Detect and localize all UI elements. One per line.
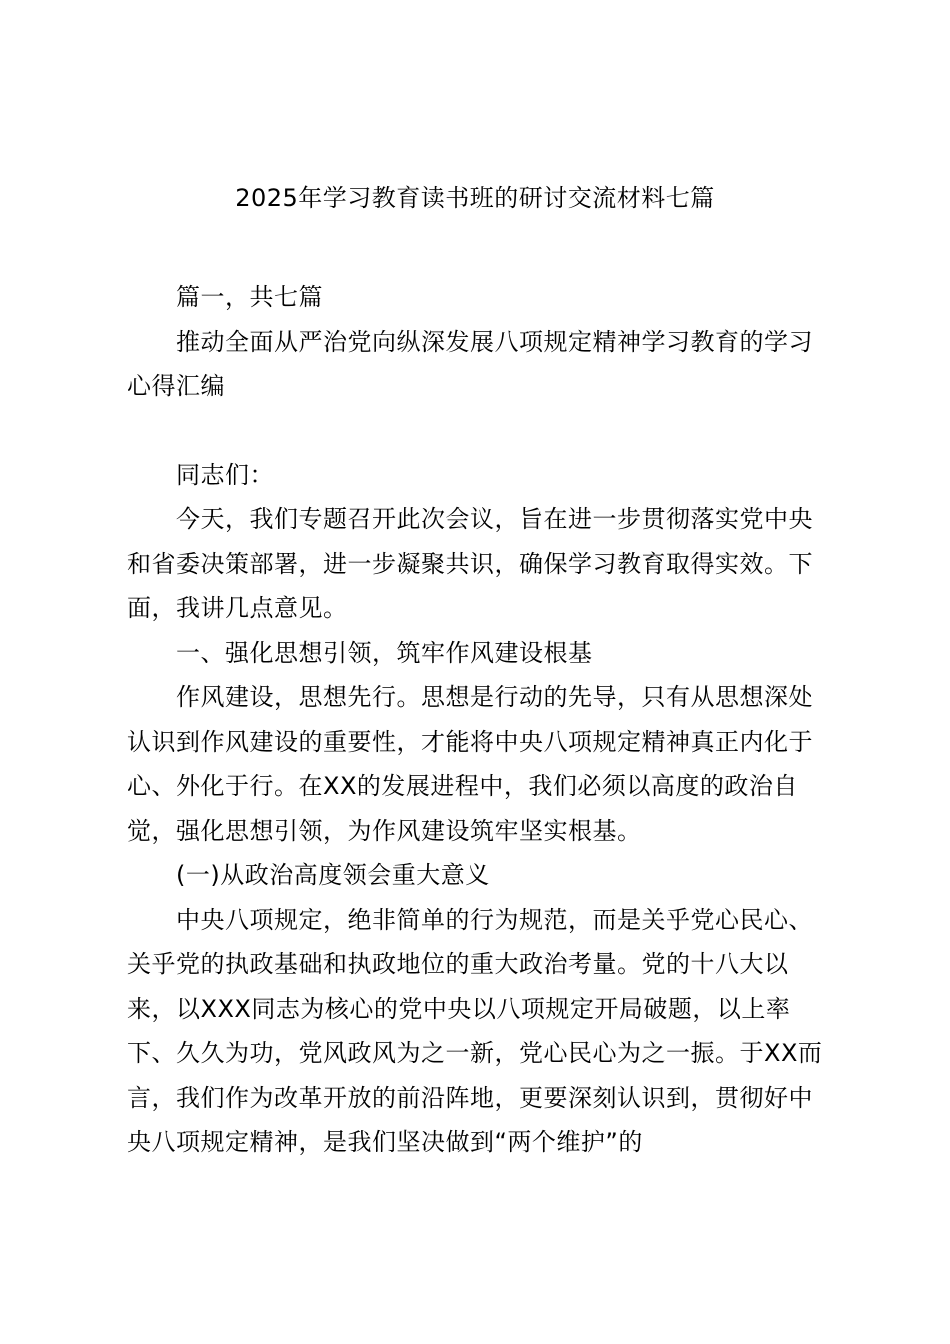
subsection-heading-1: (一)从政治高度领会重大意义 bbox=[176, 861, 490, 889]
paragraph-subtitle: 推动全面从严治党向纵深发展八项规定精神学习教育的学习心得汇编 bbox=[127, 327, 813, 400]
paragraph-salutation: 同志们： bbox=[176, 460, 274, 489]
document-body bbox=[127, 275, 830, 1165]
section-heading-1: 一、强化思想引领，筑牢作风建设根基 bbox=[176, 638, 593, 667]
paragraph-subsection-1: 中央八项规定，绝非简单的行为规范，而是关乎党心民心、关乎党的执政基础和执政地位的重大政治考量。党的十八大以来，以XXX同志为核心的党中央以八项规定开局破题，以上率下、久久为功，党风政风为之一新，党心民心为之一振。于XX而言，我们作为改革开放的前沿阵地，更要深刻认识到，贯彻好中央八项规定精神，是我们坚决做到“两个维护”的 bbox=[127, 905, 823, 1156]
paragraph-part-label: 篇一，共七篇 bbox=[176, 283, 323, 311]
paragraph-intro: 今天，我们专题召开此次会议，旨在进一步贯彻落实党中央和省委决策部署，进一步凝聚共识，确保学习教育取得实效。下面，我讲几点意见。 bbox=[127, 505, 813, 622]
document-title: 2025年学习教育读书班的研讨交流材料七篇 bbox=[235, 184, 715, 212]
paragraph-section-1: 作风建设，思想先行。思想是行动的先导，只有从思想深处认识到作风建设的重要性，才能将中央八项规定精神真正内化于心、外化于行。在XX的发展进程中，我们必须以高度的政治自觉，强化思想引领，为作风建设筑牢坚实根基。 bbox=[127, 683, 813, 845]
